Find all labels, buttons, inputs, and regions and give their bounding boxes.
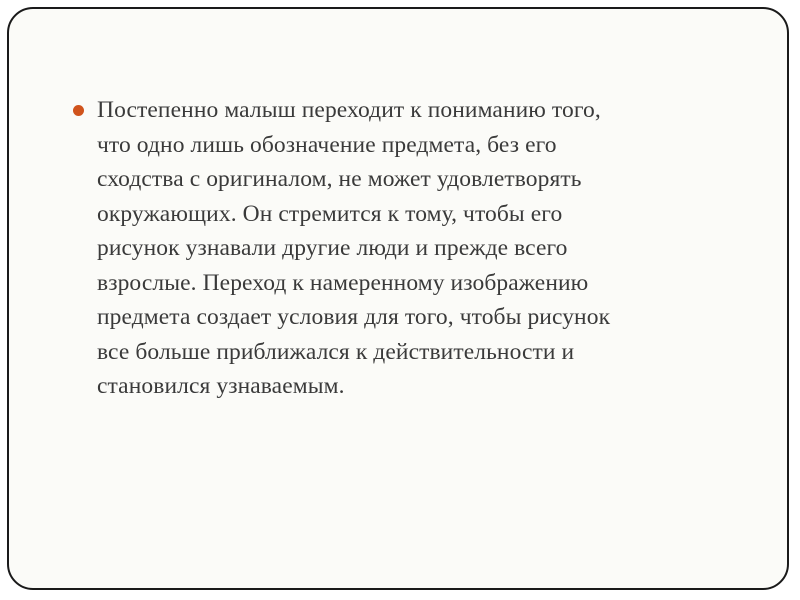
bullet-dot-icon (73, 105, 84, 116)
slide-content (73, 93, 753, 404)
slide-frame (7, 7, 789, 590)
bullet-item (73, 93, 753, 404)
bullet-text: Постепенно малыш переходит к пониманию того, что одно лишь обозначение предмета, без его сходства с оригиналом, не может удовлетворять окружающих. Он стремится к тому, чтобы его рисунок узнавали другие люди и прежде всего взрослые. Переход к намеренному изображению предмета создает условия для того, чтобы рисунок все больше приближался к действительности и становился узнаваемым. (97, 97, 611, 399)
